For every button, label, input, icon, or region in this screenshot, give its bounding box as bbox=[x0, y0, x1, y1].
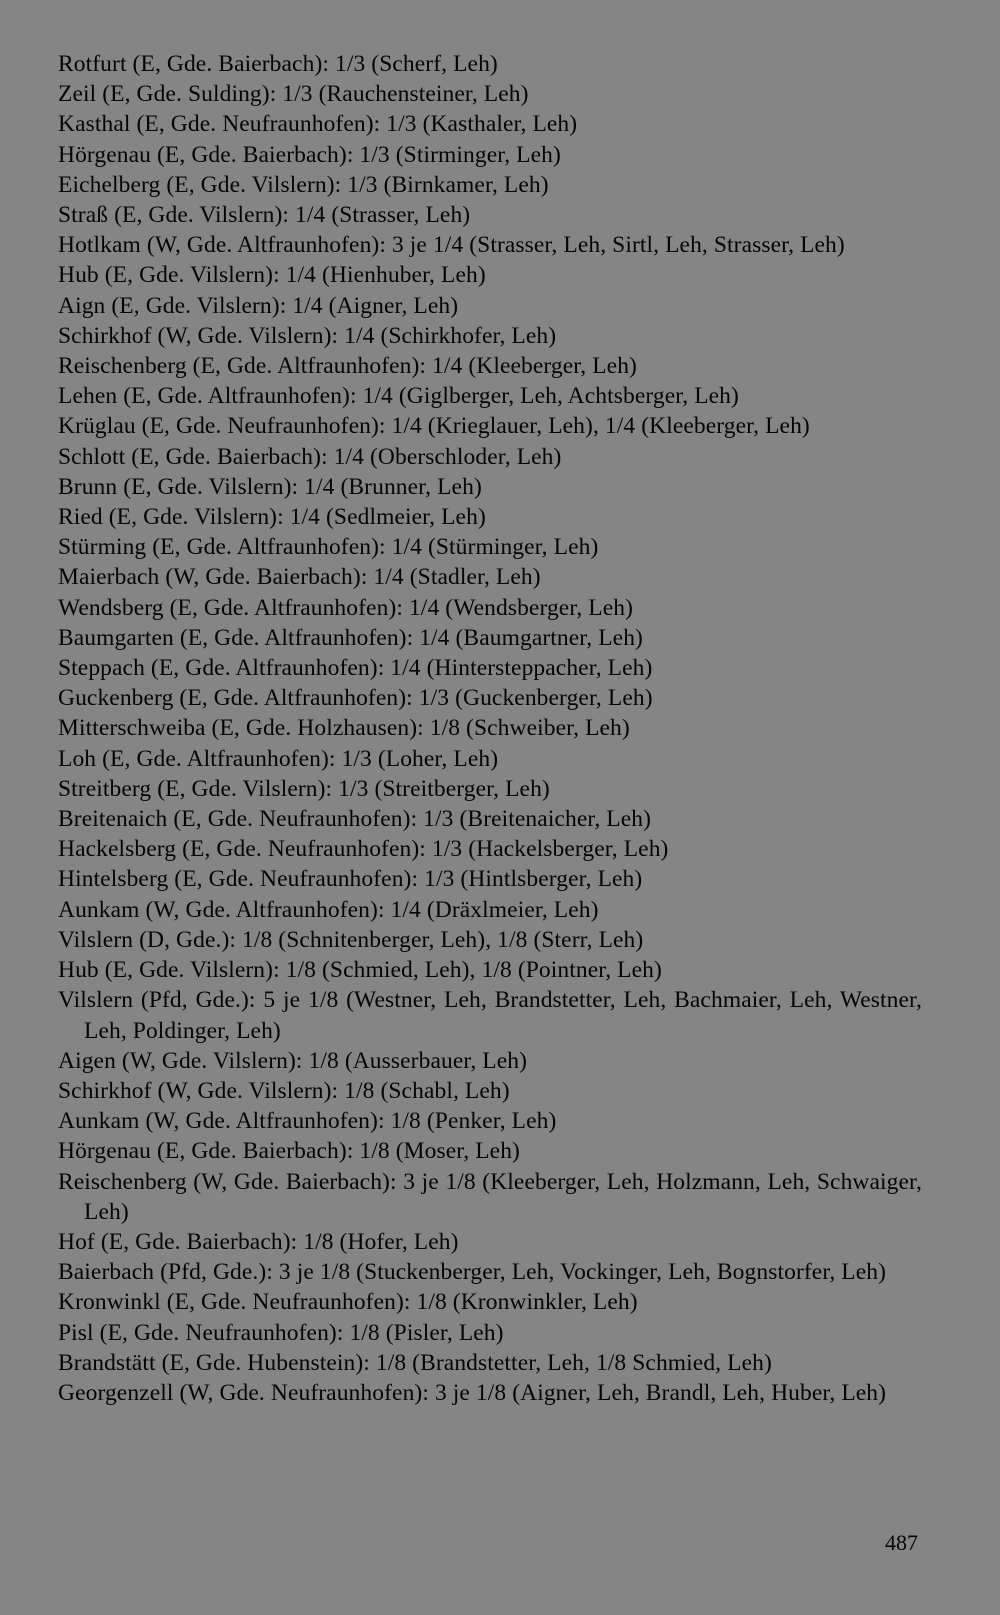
list-item: Guckenberg (E, Gde. Altfraunhofen): 1/3 (Guckenberger, Leh) bbox=[58, 685, 653, 712]
list-item: Mitterschweiba (E, Gde. Holzhausen): 1/8 (Schweiber, Leh) bbox=[58, 715, 630, 742]
list-item: Hintelsberg (E, Gde. Neufraunhofen): 1/3 (Hintlsberger, Leh) bbox=[58, 866, 643, 893]
list-item: Wendsberg (E, Gde. Altfraunhofen): 1/4 (Wendsberger, Leh) bbox=[58, 594, 634, 621]
list-item: Aign (E, Gde. Vilslern): 1/4 (Aigner, Leh) bbox=[58, 292, 459, 319]
list-item: Kronwinkl (E, Gde. Neufraunhofen): 1/8 (Kronwinkler, Leh) bbox=[58, 1289, 638, 1316]
list-item: Hotlkam (W, Gde. Altfraunhofen): 3 je 1/4 (Strasser, Leh, Sirtl, Leh, Strasser, Leh) bbox=[58, 232, 845, 259]
list-item: Streitberg (E, Gde. Vilslern): 1/3 (Streitberger, Leh) bbox=[58, 775, 550, 802]
list-item: Brandstätt (E, Gde. Hubenstein): 1/8 (Brandstetter, Leh, 1/8 Schmied, Leh) bbox=[58, 1349, 772, 1376]
list-item: Hub (E, Gde. Vilslern): 1/8 (Schmied, Leh), 1/8 (Pointner, Leh) bbox=[58, 957, 662, 984]
list-item: Reischenberg (W, Gde. Baierbach): 3 je 1/8 (Kleeberger, Leh, Holzmann, Leh, Schwaiger, Leh) bbox=[58, 1168, 922, 1225]
list-item: Aunkam (W, Gde. Altfraunhofen): 1/8 (Penker, Leh) bbox=[58, 1108, 557, 1135]
list-item: Schlott (E, Gde. Baierbach): 1/4 (Oberschloder, Leh) bbox=[58, 443, 562, 470]
list-item: Reischenberg (E, Gde. Altfraunhofen): 1/4 (Kleeberger, Leh) bbox=[58, 353, 637, 380]
list-item: Hof (E, Gde. Baierbach): 1/8 (Hofer, Leh) bbox=[58, 1228, 459, 1255]
list-item: Kasthal (E, Gde. Neufraunhofen): 1/3 (Kasthaler, Leh) bbox=[58, 111, 578, 138]
entry-list bbox=[58, 49, 922, 1408]
page-number: 487 bbox=[885, 1530, 918, 1555]
list-item: Maierbach (W, Gde. Baierbach): 1/4 (Stadler, Leh) bbox=[58, 564, 541, 591]
list-item: Hörgenau (E, Gde. Baierbach): 1/3 (Stirminger, Leh) bbox=[58, 141, 561, 168]
list-item: Schirkhof (W, Gde. Vilslern): 1/8 (Schabl, Leh) bbox=[58, 1077, 510, 1104]
list-item: Vilslern (D, Gde.): 1/8 (Schnitenberger, Leh), 1/8 (Sterr, Leh) bbox=[58, 926, 644, 953]
list-item: Georgenzell (W, Gde. Neufraunhofen): 3 je 1/8 (Aigner, Leh, Brandl, Leh, Huber, Leh) bbox=[58, 1379, 887, 1406]
list-item: Hörgenau (E, Gde. Baierbach): 1/8 (Moser, Leh) bbox=[58, 1138, 520, 1165]
list-item: Lehen (E, Gde. Altfraunhofen): 1/4 (Giglberger, Leh, Achtsberger, Leh) bbox=[58, 383, 739, 410]
list-item: Eichelberg (E, Gde. Vilslern): 1/3 (Birnkamer, Leh) bbox=[58, 171, 549, 198]
list-item: Brunn (E, Gde. Vilslern): 1/4 (Brunner, Leh) bbox=[58, 473, 482, 500]
list-item: Pisl (E, Gde. Neufraunhofen): 1/8 (Pisler, Leh) bbox=[58, 1319, 504, 1346]
list-item: Aigen (W, Gde. Vilslern): 1/8 (Ausserbauer, Leh) bbox=[58, 1047, 528, 1074]
list-item: Vilslern (Pfd, Gde.): 5 je 1/8 (Westner, Leh, Brandstetter, Leh, Bachmaier, Leh, Westner, Leh, Poldinger, Leh) bbox=[58, 987, 922, 1044]
list-item: Straß (E, Gde. Vilslern): 1/4 (Strasser, Leh) bbox=[58, 202, 471, 229]
list-item: Baierbach (Pfd, Gde.): 3 je 1/8 (Stuckenberger, Leh, Vockinger, Leh, Bognstorfer, Leh) bbox=[58, 1259, 887, 1286]
list-item: Zeil (E, Gde. Sulding): 1/3 (Rauchensteiner, Leh) bbox=[58, 81, 529, 108]
list-item: Loh (E, Gde. Altfraunhofen): 1/3 (Loher, Leh) bbox=[58, 745, 499, 772]
list-item: Breitenaich (E, Gde. Neufraunhofen): 1/3 (Breitenaicher, Leh) bbox=[58, 806, 652, 833]
list-item: Stürming (E, Gde. Altfraunhofen): 1/4 (Stürminger, Leh) bbox=[58, 534, 599, 561]
list-item: Aunkam (W, Gde. Altfraunhofen): 1/4 (Dräxlmeier, Leh) bbox=[58, 896, 599, 923]
list-item: Hackelsberg (E, Gde. Neufraunhofen): 1/3 (Hackelsberger, Leh) bbox=[58, 836, 669, 863]
list-item: Ried (E, Gde. Vilslern): 1/4 (Sedlmeier, Leh) bbox=[58, 504, 486, 531]
list-item: Krüglau (E, Gde. Neufraunhofen): 1/4 (Krieglauer, Leh), 1/4 (Kleeberger, Leh) bbox=[58, 413, 810, 440]
list-item: Hub (E, Gde. Vilslern): 1/4 (Hienhuber, Leh) bbox=[58, 262, 486, 289]
list-item: Steppach (E, Gde. Altfraunhofen): 1/4 (Hintersteppacher, Leh) bbox=[58, 655, 653, 682]
list-item: Rotfurt (E, Gde. Baierbach): 1/3 (Scherf, Leh) bbox=[58, 51, 498, 77]
list-item: Baumgarten (E, Gde. Altfraunhofen): 1/4 (Baumgartner, Leh) bbox=[58, 624, 643, 651]
list-item: Schirkhof (W, Gde. Vilslern): 1/4 (Schirkhofer, Leh) bbox=[58, 322, 557, 349]
